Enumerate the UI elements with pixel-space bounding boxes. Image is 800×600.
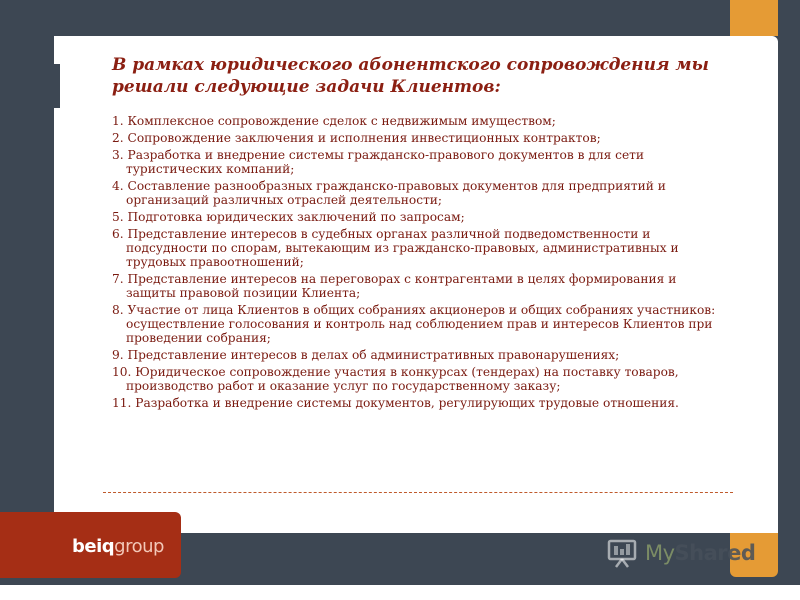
task-item: 1. Комплексное сопровождение сделок с недвижимым имуществом; <box>112 114 556 128</box>
task-item: 7. Представление интересов на переговорах с контрагентами в целях формирования и защиты правовой позиции Клиента; <box>112 272 677 300</box>
watermark-text <box>645 541 755 565</box>
task-item: 6. Представление интересов в судебных органах различной подведомственности и подсудности по спорам, вытекающим из гражданско-правовых, административных и трудовых правоотношений; <box>112 227 679 269</box>
task-item: 4. Составление разнообразных гражданско-правовых документов для предприятий и организаций различных отраслей деятельности; <box>112 179 666 207</box>
logo-bold-part: beiq <box>72 536 115 557</box>
watermark-shared: Shared <box>674 541 756 565</box>
task-item: 8. Участие от лица Клиентов в общих собраниях акционеров и общих собраниях участников: осуществление голосования и контроль над соблюдением прав и интересов Клиентов при проведении собрания; <box>112 303 716 345</box>
watermark-my: My <box>645 541 675 565</box>
accent-block-top <box>730 0 778 36</box>
card-side-marker <box>54 64 60 108</box>
task-item: 5. Подготовка юридических заключений по запросам; <box>112 210 465 224</box>
dashed-divider <box>103 492 733 493</box>
logo-light-part: group <box>114 536 164 557</box>
task-item: 3. Разработка и внедрение системы гражданско-правового документов в для сети туристических компаний; <box>112 148 645 176</box>
task-item: 10. Юридическое сопровождение участия в конкурсах (тендерах) на поставку товаров, производство работ и оказание услуг по государственному заказу; <box>112 365 679 393</box>
company-logo <box>72 537 164 557</box>
watermark <box>605 538 755 568</box>
task-item: 2. Сопровождение заключения и исполнения инвестиционных контрактов; <box>112 131 601 145</box>
presentation-screen-icon <box>605 538 639 568</box>
slide-title: В рамках юридического абонентского сопровождения мы решали следующие задачи Клиентов: <box>112 55 709 97</box>
task-item: 11. Разработка и внедрение системы документов, регулирующих трудовые отношения. <box>112 396 679 410</box>
task-item: 9. Представление интересов в делах об административных правонарушениях; <box>112 348 620 362</box>
task-list <box>112 114 722 413</box>
